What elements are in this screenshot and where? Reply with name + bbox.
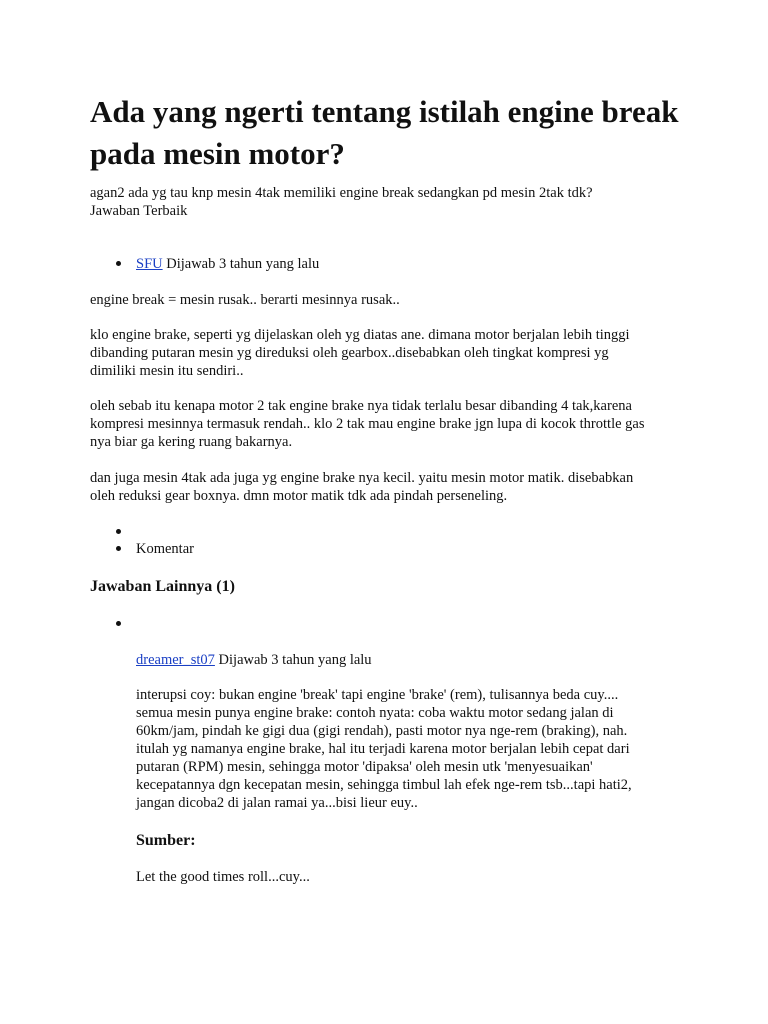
other-answers-heading: Jawaban Lainnya (1) [90, 578, 235, 595]
source-text-line: Let the good times roll...cuy... [136, 869, 310, 885]
source-heading: Sumber: [136, 832, 196, 849]
best-answer-paragraph-4 [90, 469, 633, 505]
best-answer-paragraph-2 [90, 326, 630, 380]
best-answer-paragraph-1 [90, 291, 400, 309]
page-title [90, 91, 700, 175]
other-answer-byline [136, 651, 372, 669]
best-answer-byline [136, 255, 319, 273]
title-line-1: Ada yang ngerti tentang istilah engine break [90, 94, 679, 129]
answer-text-line: dan juga mesin 4tak ada juga yg engine brake nya kecil. yaitu mesin motor matik. disebabkan [90, 470, 634, 486]
answer-text-line: nya biar ga kering ruang bakarnya. [90, 434, 293, 450]
source-text [136, 868, 310, 886]
answer-text-line: oleh reduksi gear boxnya. dmn motor matik tdk ada pindah perseneling. [90, 488, 508, 504]
answer-text-line: kompresi mesinnya termasuk rendah.. klo 2 tak mau engine brake jgn lupa di kocok throttle gas [90, 416, 645, 432]
answer-text-line: jangan dicoba2 di jalan ramai ya...bisi lieur euy.. [136, 795, 418, 811]
answer-text-line: itulah yg namanya engine brake, hal itu terjadi karena motor berjalan lebih cepat dari [136, 741, 630, 757]
best-answer-label: Jawaban Terbaik [90, 203, 188, 219]
answer-text-line: kecepatannya dgn kecepatan mesin, sehingga timbul lah efek nge-rem tsb...tapi hati2, [136, 777, 632, 793]
answer-text-line: 60km/jam, pindah ke gigi dua (gigi rendah), pasti motor nya nge-rem (braking), nah. [136, 723, 628, 739]
comment-label[interactable]: Komentar [136, 541, 194, 557]
bullet [116, 261, 121, 266]
other-answer-author-link[interactable]: dreamer_st07 [136, 652, 215, 668]
answer-text-line: dibanding putaran mesin yg direduksi oleh gearbox..disebabkan oleh tingkat kompresi yg [90, 345, 609, 361]
answer-author-link[interactable]: SFU [136, 256, 163, 272]
answer-text-line: oleh sebab itu kenapa motor 2 tak engine brake nya tidak terlalu besar dibanding 4 tak,karena [90, 398, 632, 414]
title-line-2: pada mesin motor? [90, 136, 345, 171]
question-body [90, 184, 593, 220]
question-text: agan2 ada yg tau knp mesin 4tak memiliki engine break sedangkan pd mesin 2tak tdk? [90, 185, 593, 201]
answer-text-line: engine break = mesin rusak.. berarti mesinnya rusak.. [90, 292, 400, 308]
other-answer-meta: Dijawab 3 tahun yang lalu [214, 652, 372, 668]
other-answer-body [136, 686, 632, 812]
best-answer-paragraph-3 [90, 397, 644, 451]
answer-text-line: putaran (RPM) mesin, sehingga motor 'dipaksa' oleh mesin utk 'menyesuaikan' [136, 759, 593, 775]
answer-text-line: interupsi coy: bukan engine 'break' tapi engine 'brake' (rem), tulisannya beda cuy.... [136, 687, 619, 703]
answer-text-line: semua mesin punya engine brake: contoh nyata: coba waktu motor sedang jalan di [136, 705, 614, 721]
answer-meta: Dijawab 3 tahun yang lalu [162, 256, 320, 272]
answer-text-line: dimiliki mesin itu sendiri.. [90, 363, 244, 379]
bullet [116, 621, 121, 626]
bullet [116, 529, 121, 534]
bullet [116, 546, 121, 551]
comment-link[interactable] [136, 540, 194, 558]
answer-text-line: klo engine brake, seperti yg dijelaskan oleh yg diatas ane. dimana motor berjalan lebih tinggi [90, 327, 630, 343]
